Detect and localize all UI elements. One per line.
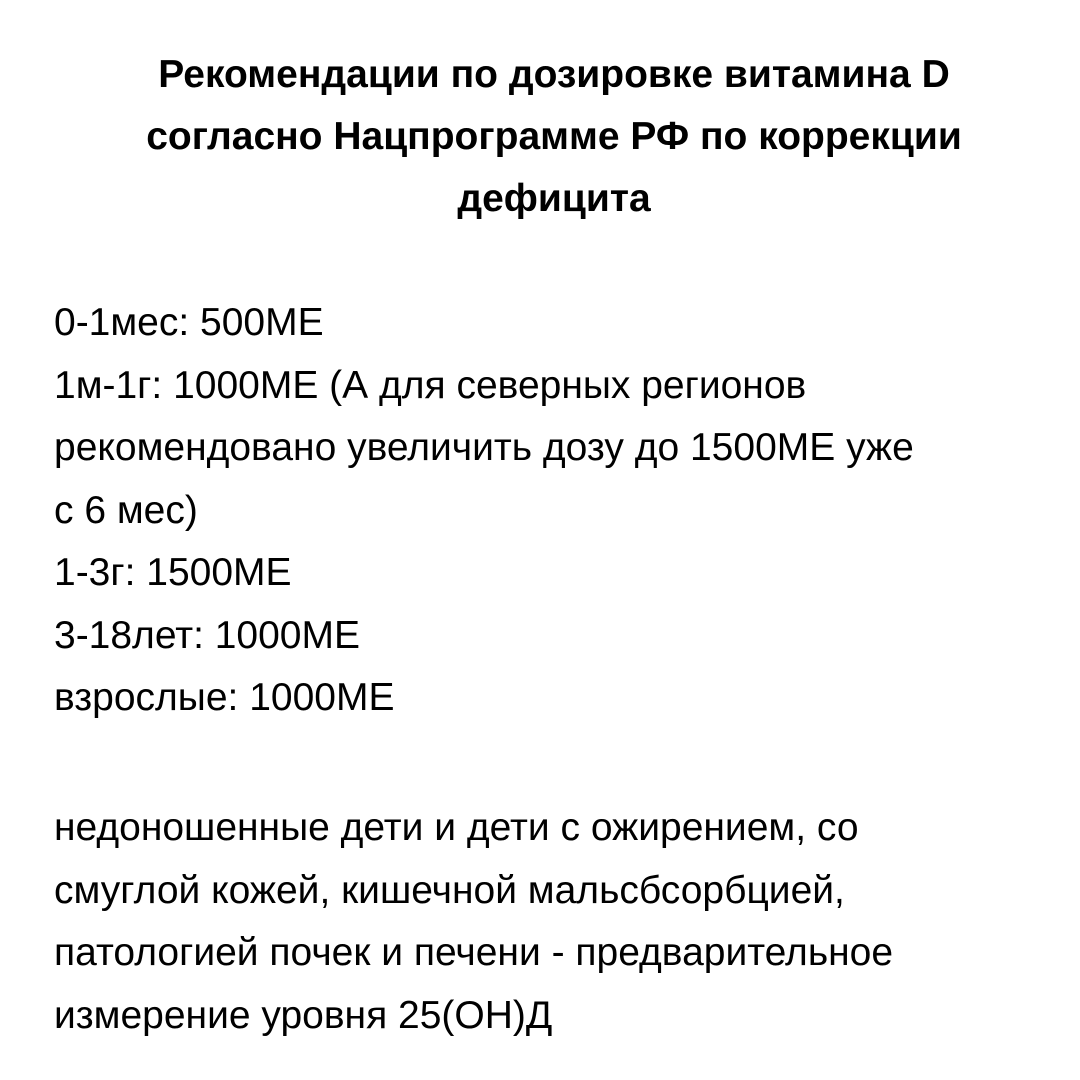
dosage-list [54, 292, 1074, 730]
note-line: недоношенные дети и дети с ожирением, со [54, 806, 859, 849]
dosage-line: взрослые: 1000МЕ [54, 676, 395, 719]
note-line: патологией почек и печени - предварительное [54, 931, 894, 974]
dosage-line: рекомендовано увеличить дозу до 1500МЕ уже [54, 426, 914, 469]
note-line: смуглой кожей, кишечной мальсбсорбцией, [54, 868, 845, 912]
title-line: согласно Нацпрограмме РФ по коррекции [146, 115, 962, 158]
title-line: Рекомендации по дозировке витамина D [158, 53, 950, 96]
special-groups-note [54, 797, 1074, 1047]
page-title [40, 44, 1068, 230]
title-line: дефицита [457, 177, 651, 220]
note-line: измерение уровня 25(OH)Д [54, 993, 553, 1037]
dosage-line: 1-3г: 1500МЕ [54, 551, 292, 594]
dosage-line: 0-1мес: 500МЕ [54, 301, 324, 344]
dosage-line: с 6 мес) [54, 488, 198, 532]
dosage-line: 3-18лет: 1000МЕ [54, 613, 361, 657]
dosage-line: 1м-1г: 1000МЕ (А для северных регионов [54, 363, 807, 407]
